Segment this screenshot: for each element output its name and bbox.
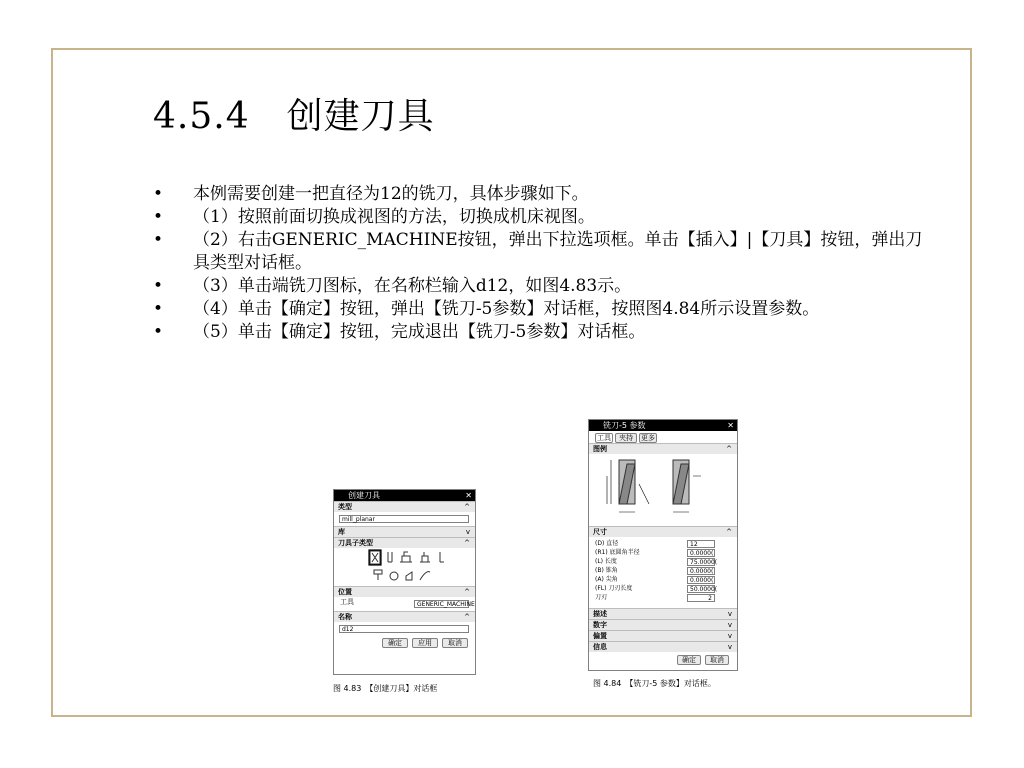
ball-mill-icon (388, 552, 392, 562)
subtype-section[interactable]: 刀具子类型 ^ (334, 537, 475, 548)
mill-5-params-dialog (588, 419, 738, 671)
thread-mill-icon (374, 570, 382, 580)
param-row: (FL) 刀刃长度 50.0000( (595, 585, 718, 593)
library-section[interactable]: 库 v (334, 526, 475, 537)
bullet-dot: • (153, 322, 164, 342)
apply-button[interactable]: 应用 (412, 638, 438, 648)
bullet-item: • 本例需要创建一把直径为12的铣刀，具体步骤如下。 (153, 184, 589, 204)
name-section[interactable]: 名称 ^ (334, 611, 475, 622)
param-row: (D) 直径 12 (589, 539, 737, 548)
disc-icon (390, 572, 398, 580)
chevron-up-icon[interactable]: ^ (464, 503, 470, 511)
close-icon[interactable]: ✕ (465, 491, 472, 500)
cancel-button[interactable]: 取消 (442, 638, 468, 648)
tool-preview (589, 454, 737, 526)
param-row: 刀刃 2 (589, 593, 737, 602)
t-cutter-icon (420, 552, 430, 562)
corner-radius-input[interactable]: 0.0000( (687, 549, 715, 557)
bullet-item: • （4）单击【确定】按钮，弹出【铣刀-5参数】对话框，按照图4.84所示设置参数。 (153, 299, 820, 319)
chevron-up-icon[interactable]: ^ (726, 445, 732, 453)
param-row: (B) 锥角 0.0000( (595, 567, 714, 575)
dialog-titlebar: 铣刀-5 参数 ✕ (589, 420, 737, 431)
figure-caption-4-84: 图 4.84 【铣刀-5 参数】对话框。 (593, 679, 716, 688)
chevron-up-icon[interactable]: ^ (464, 613, 470, 621)
tool-subtype-icons (334, 548, 475, 586)
close-icon[interactable]: ✕ (727, 421, 734, 430)
tool-icons-svg[interactable] (334, 548, 473, 586)
description-section[interactable]: 描述 v (589, 608, 737, 619)
bullet-item: • （1）按照前面切换成视图的方法，切换成机床视图。 (153, 207, 595, 227)
slide-frame (51, 48, 972, 717)
tab-tool[interactable]: 工具 (597, 434, 611, 442)
ok-button[interactable]: 确定 (382, 638, 408, 648)
param-row: (R1) 底圆角半径 0.0000( (595, 549, 714, 557)
tab-holder[interactable]: 夹持 (615, 433, 637, 443)
diameter-input[interactable]: 12 (687, 540, 715, 548)
end-mill-diagram (589, 454, 729, 526)
bullet-dot: • (153, 207, 164, 227)
info-section[interactable]: 信息 v (589, 641, 737, 652)
bullet-item: • （5）单击【确定】按钮，完成退出【铣刀-5参数】对话框。 (153, 322, 646, 342)
user-defined-icon (420, 572, 430, 580)
dialog-titlebar: 创建刀具 ✕ (334, 490, 475, 501)
length-input[interactable]: 75.0000( (687, 558, 715, 566)
bullet-item: • （3）单击端铣刀图标，在名称栏输入d12，如图4.83示。 (153, 276, 632, 296)
chevron-up-icon[interactable]: ^ (464, 588, 470, 596)
preview-section[interactable]: 图例 ^ (589, 443, 737, 454)
ok-button[interactable]: 确定 (677, 655, 701, 665)
param-row: (A) 尖角 0.0000( (595, 576, 714, 584)
cancel-button[interactable]: 取消 (705, 655, 729, 665)
flute-length-input[interactable]: 50.0000( (687, 585, 715, 593)
bullet-dot: • (153, 230, 164, 250)
chevron-up-icon[interactable]: ^ (464, 539, 470, 547)
chevron-down-icon[interactable]: v (727, 632, 732, 640)
bullet-dot: • (153, 184, 164, 204)
chevron-down-icon[interactable]: v (727, 621, 732, 629)
offset-section[interactable]: 偏置 v (589, 630, 737, 641)
face-mill-icon (400, 552, 412, 562)
numbers-section[interactable]: 数字 v (589, 619, 737, 630)
chevron-up-icon[interactable]: ^ (726, 528, 732, 536)
chevron-down-icon[interactable]: v (727, 610, 732, 618)
tab-bar (589, 431, 737, 443)
tip-angle-input[interactable]: 0.0000( (687, 576, 715, 584)
param-row: (L) 长度 75.0000( (595, 558, 718, 566)
tab-more[interactable]: 更多 (641, 434, 655, 442)
figure-caption-4-83: 图 4.83 【创建刀具】对话框 (333, 684, 438, 693)
chamfer-icon (406, 572, 412, 580)
chevron-down-icon[interactable]: v (465, 528, 470, 536)
bullet-item: • （2）右击GENERIC_MACHINE按钮，弹出下拉选项框。单击【插入】|【刀具】按钮，弹出刀具类型对话框。 (153, 230, 923, 273)
bullet-dot: • (153, 299, 164, 319)
name-input[interactable]: d12 (339, 625, 469, 633)
type-select[interactable]: mill_planar (339, 515, 469, 523)
taper-angle-input[interactable]: 0.0000( (687, 567, 715, 575)
tool-select[interactable]: GENERIC_MACHINE (414, 600, 469, 608)
create-tool-dialog (333, 489, 476, 675)
bullet-list (153, 183, 928, 344)
location-section[interactable]: 位置 ^ (334, 586, 475, 597)
tool-label: 工具 (340, 598, 354, 606)
param-list (589, 537, 737, 602)
chevron-down-icon[interactable]: v (727, 643, 732, 651)
flutes-input[interactable]: 2 (687, 594, 715, 602)
barrel-icon (440, 552, 444, 562)
dimensions-section[interactable]: 尺寸 ^ (589, 526, 737, 537)
slide-title: 4.5.4 创建刀具 (153, 96, 435, 137)
bullet-dot: • (153, 276, 164, 296)
type-section[interactable]: 类型 ^ (334, 501, 475, 512)
